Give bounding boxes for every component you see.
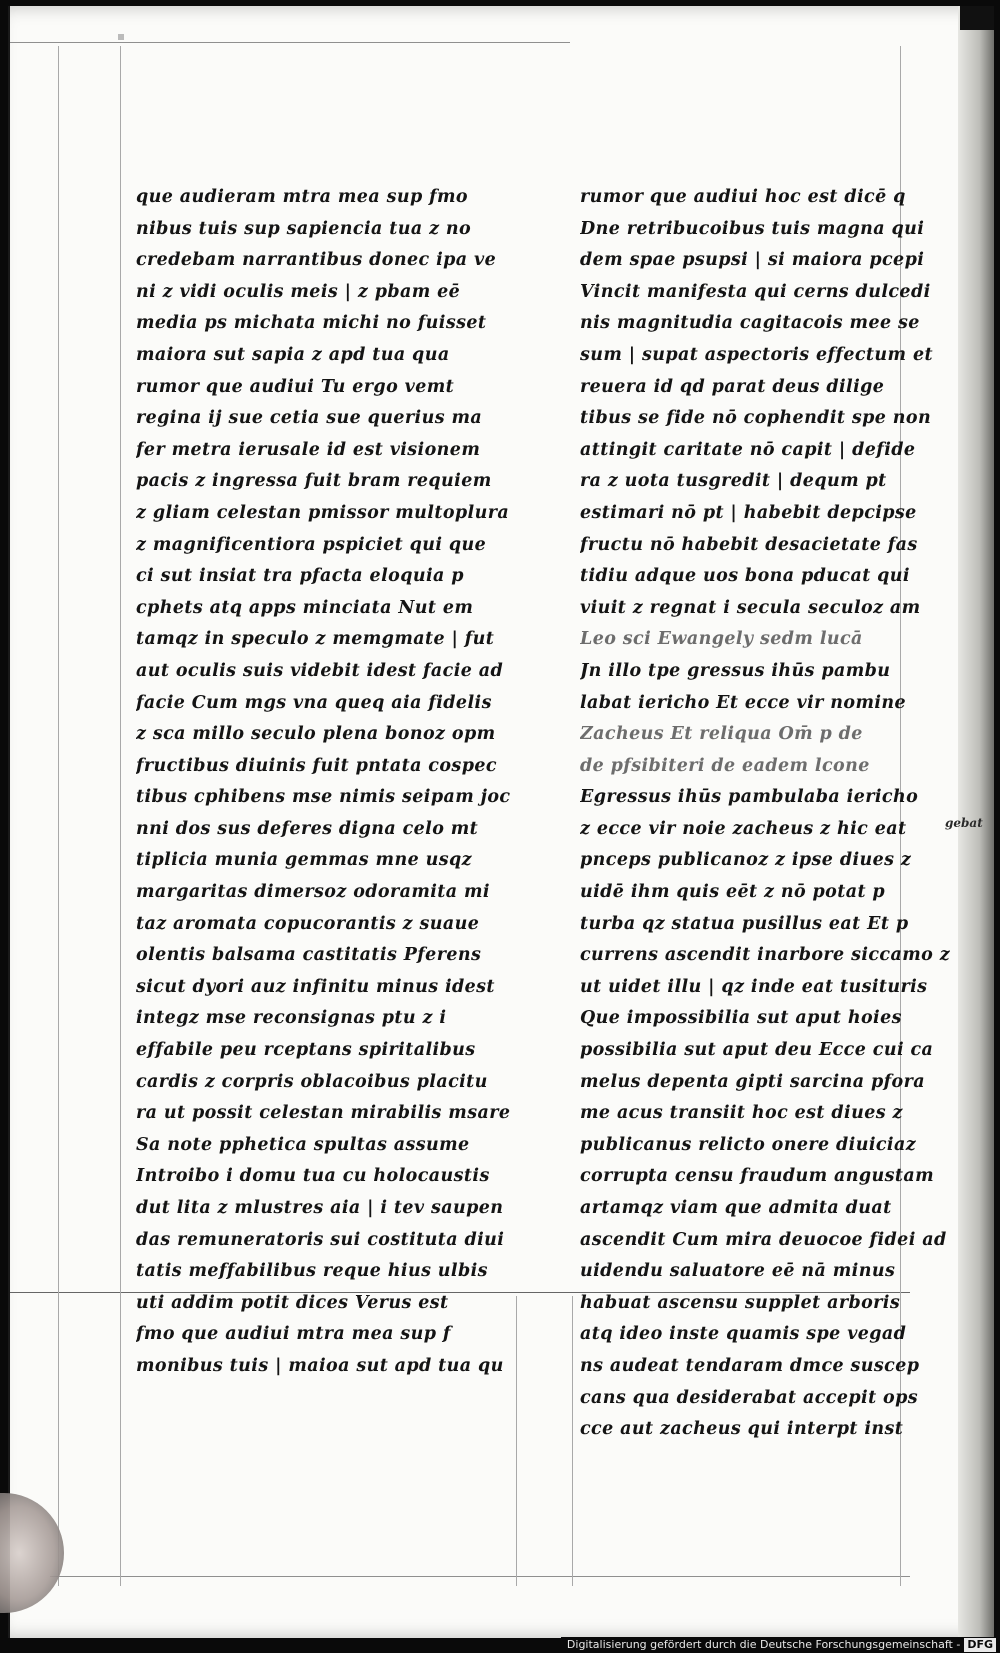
- manuscript-line: labat iericho Et ecce vir nomine: [580, 692, 907, 713]
- manuscript-line: z gliam celestan pmissor multoplura: [136, 502, 510, 523]
- manuscript-line: tibus se fide nō cophendit spe non: [580, 408, 932, 429]
- manuscript-line: Vincit manifesta qui cerns dulcedi: [580, 281, 931, 302]
- manuscript-line: integz mse reconsignas ptu z i: [136, 1008, 447, 1029]
- manuscript-line: maiora sut sapia z apd tua qua: [136, 344, 450, 365]
- manuscript-line: z magnificentiora pspiciet qui que: [136, 534, 487, 555]
- manuscript-line: regina ij sue cetia sue querius ma: [136, 408, 483, 429]
- manuscript-line: nis magnitudia cagitacois mee se: [580, 313, 920, 334]
- page-corner-shadow: [960, 6, 994, 30]
- manuscript-line: ni z vidi oculis meis | z pbam eē: [136, 281, 461, 302]
- manuscript-line: Jn illo tpe gressus ihūs pambu: [580, 660, 891, 681]
- manuscript-line: Que impossibilia sut aput hoies: [580, 1008, 902, 1029]
- manuscript-line: ascendit Cum mira deuocoe fidei ad: [580, 1229, 947, 1250]
- manuscript-line: nibus tuis sup sapiencia tua z no: [136, 218, 472, 239]
- ruling-line-foot: [50, 1576, 910, 1577]
- manuscript-line: ns audeat tendaram dmce suscep: [580, 1355, 920, 1376]
- manuscript-line: tiplicia munia gemmas mne usqz: [136, 850, 472, 871]
- manuscript-line: rumor que audiui hoc est dicē q: [580, 187, 906, 207]
- manuscript-line: ra ut possit celestan mirabilis msare: [136, 1103, 511, 1124]
- manuscript-line: pnceps publicanoz z ipse diues z: [580, 850, 912, 871]
- manuscript-line: olentis balsama castitatis Pferens: [136, 945, 482, 966]
- manuscript-line: uidē ihm quis eēt z nō potat p: [580, 882, 886, 903]
- manuscript-line: me acus transiit hoc est diues z: [580, 1103, 903, 1124]
- manuscript-page: [8, 6, 994, 1638]
- manuscript-line: facie Cum mgs vna queq aia fidelis: [136, 692, 492, 713]
- ruling-line-col-left: [120, 46, 121, 1586]
- ruling-line-margin-left: [58, 46, 59, 1586]
- manuscript-line: cce aut zacheus qui interpt inst: [580, 1419, 904, 1440]
- manuscript-line: pacis z ingressa fuit bram requiem: [136, 471, 492, 492]
- manuscript-line: sicut dyori auz infinitu minus idest: [136, 976, 495, 997]
- manuscript-line: ra z uota tusgredit | dequm pt: [580, 471, 887, 492]
- ruling-line-col-mid-2: [572, 1296, 573, 1586]
- manuscript-line: ci sut insiat tra pfacta eloquia p: [136, 566, 464, 587]
- manuscript-line: reuera id qd parat deus dilige: [580, 376, 885, 397]
- ink-speck: [118, 34, 124, 40]
- manuscript-line: uidendu saluatore eē nā minus: [580, 1261, 896, 1282]
- manuscript-line: habuat ascensu supplet arboris: [580, 1292, 901, 1313]
- manuscript-line: fmo que audiui mtra mea sup f: [136, 1324, 451, 1345]
- manuscript-line: que audieram mtra mea sup fmo: [136, 187, 468, 207]
- manuscript-line: cans qua desiderabat accepit ops: [580, 1387, 919, 1408]
- credit-text: Digitalisierung gefördert durch die Deutsche Forschungsgemeinschaft -: [566, 1638, 961, 1651]
- manuscript-line: credebam narrantibus donec ipa ve: [136, 250, 497, 271]
- manuscript-line: fructibus diuinis fuit pntata cospec: [136, 755, 497, 776]
- manuscript-line: publicanus relicto onere diuiciaz: [580, 1134, 917, 1155]
- manuscript-line: melus depenta gipti sarcina pfora: [580, 1071, 925, 1092]
- manuscript-line: tatis meffabilibus reque hius ulbis: [136, 1261, 488, 1282]
- manuscript-line: cardis z corpris oblacoibus placitu: [136, 1071, 488, 1092]
- manuscript-line: effabile peu rceptans spiritalibus: [136, 1040, 476, 1061]
- manuscript-line: media ps michata michi no fuisset: [136, 313, 487, 334]
- ruling-line-top: [10, 42, 570, 43]
- digitization-credit: [561, 1637, 1000, 1653]
- manuscript-line: ut uidet illu | qz inde eat tusituris: [580, 976, 928, 997]
- manuscript-line: Egressus ihūs pambulaba iericho: [580, 787, 919, 808]
- manuscript-line: rumor que audiui Tu ergo vemt: [136, 376, 455, 397]
- manuscript-line: de pfsibiteri de eadem lcone: [580, 755, 870, 776]
- manuscript-line: Sa note pphetica spultas assume: [136, 1134, 470, 1155]
- manuscript-line: uti addim potit dices Verus est: [136, 1292, 449, 1313]
- manuscript-line: nni dos sus deferes digna celo mt: [136, 818, 479, 839]
- manuscript-line: fer metra ierusale id est visionem: [136, 439, 481, 460]
- manuscript-line: tamqz in speculo z memgmate | fut: [136, 629, 495, 650]
- manuscript-line: tibus cphibens mse nimis seipam joc: [136, 787, 511, 808]
- manuscript-line: Leo sci Ewangely sedm lucā: [580, 629, 863, 650]
- manuscript-line: dut lita z mlustres aia | i tev saupen: [136, 1198, 504, 1218]
- manuscript-line: viuit z regnat i secula seculoz am: [580, 597, 921, 618]
- manuscript-line: Dne retribucoibus tuis magna qui: [580, 218, 925, 239]
- manuscript-line: Introibo i domu tua cu holocaustis: [136, 1166, 490, 1187]
- text-column-right: [580, 182, 965, 1446]
- manuscript-line: attingit caritate nō capit | defide: [580, 439, 916, 460]
- manuscript-line: sum | supat aspectoris effectum et: [580, 344, 933, 365]
- manuscript-line: artamqz viam que admita duat: [580, 1198, 892, 1218]
- manuscript-line: z ecce vir noie zacheus z hic eat: [580, 818, 907, 839]
- manuscript-line: cphets atq apps minciata Nut em: [136, 597, 474, 618]
- manuscript-line: z sca millo seculo plena bonoz opm: [136, 724, 496, 745]
- manuscript-line: taz aromata copucorantis z suaue: [136, 913, 480, 934]
- manuscript-line: turba qz statua pusillus eat Et p: [580, 913, 909, 934]
- text-column-left: [136, 182, 526, 1383]
- manuscript-line: das remuneratoris sui costituta diui: [136, 1229, 505, 1250]
- manuscript-line: possibilia sut aput deu Ecce cui ca: [580, 1040, 934, 1061]
- manuscript-line: estimari nō pt | habebit depcipse: [580, 502, 917, 523]
- margin-note: gebat: [945, 816, 983, 830]
- dfg-logo: DFG: [964, 1638, 996, 1652]
- manuscript-line: tidiu adque uos bona pducat qui: [580, 566, 910, 587]
- manuscript-line: margaritas dimersoz odoramita mi: [136, 882, 490, 903]
- manuscript-line: fructu nō habebit desacietate fas: [580, 534, 918, 555]
- manuscript-line: aut oculis suis videbit idest facie ad: [136, 660, 504, 681]
- manuscript-line: dem spae psupsi | si maiora pcepi: [580, 250, 925, 271]
- manuscript-line: atq ideo inste quamis spe vegad: [580, 1324, 907, 1345]
- manuscript-line: Zacheus Et reliqua Om̄ p de: [580, 724, 863, 745]
- manuscript-line: monibus tuis | maioa sut apd tua qu: [136, 1355, 504, 1376]
- manuscript-line: currens ascendit inarbore siccamo z: [580, 945, 951, 966]
- manuscript-line: corrupta censu fraudum angustam: [580, 1166, 935, 1187]
